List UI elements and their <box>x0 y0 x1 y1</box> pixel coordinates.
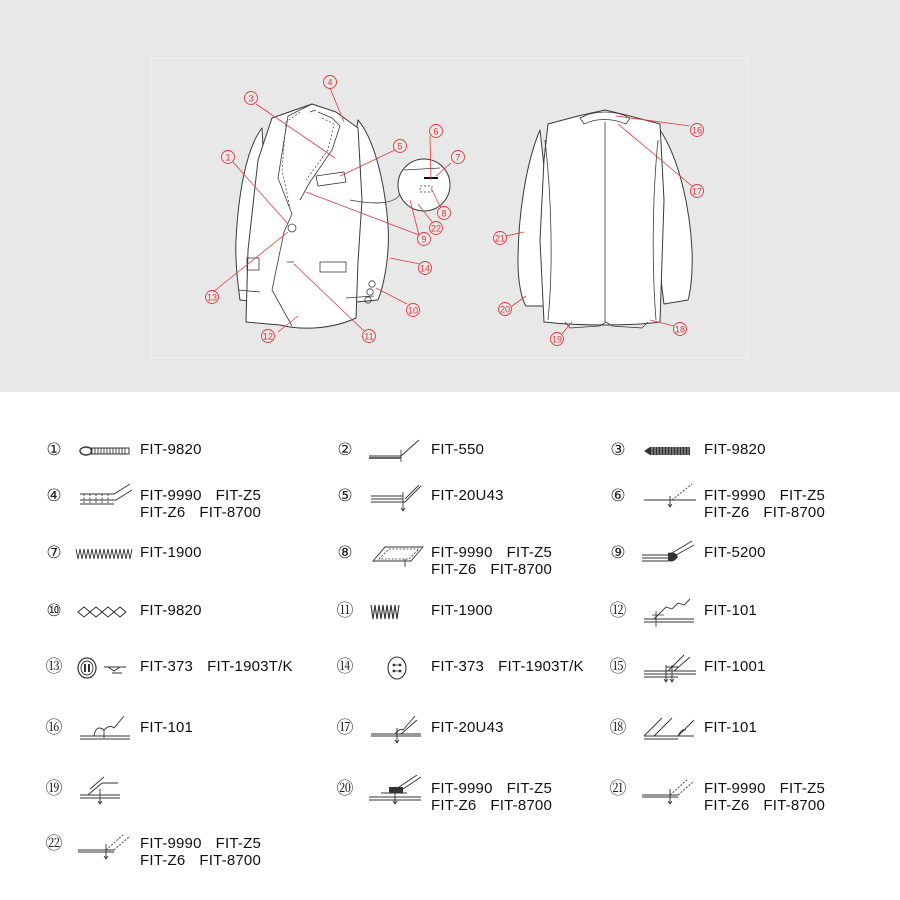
layered-seam-icon <box>365 714 429 744</box>
model-code: FIT-9990 <box>431 780 493 797</box>
model-line <box>140 658 293 675</box>
callout-13 <box>206 291 219 304</box>
jacket-front <box>236 104 389 328</box>
model-line <box>704 544 766 561</box>
legend-entry <box>44 834 324 874</box>
machine-models <box>704 441 766 458</box>
model-code: FIT-373 <box>140 658 194 675</box>
model-code: FIT-8700 <box>763 504 826 521</box>
model-code: FIT-9820 <box>140 441 202 458</box>
legend-entry <box>44 657 324 697</box>
legend-number: ㉑ <box>609 779 627 799</box>
legend-number: ⑮ <box>609 657 627 677</box>
model-code: FIT-Z6 <box>431 797 477 814</box>
model-line <box>140 602 202 619</box>
machine-models <box>431 441 484 458</box>
model-code: FIT-Z6 <box>704 797 750 814</box>
jacket-diagram-panel <box>0 0 900 392</box>
machine-models <box>140 719 193 736</box>
jacket-back <box>518 110 692 328</box>
legend-number: ⑪ <box>336 601 354 621</box>
callout-number: 7 <box>455 152 461 163</box>
legend-entry <box>44 440 324 480</box>
model-line <box>140 441 202 458</box>
model-code: FIT-373 <box>431 658 485 675</box>
legend-number: ⑤ <box>337 486 353 506</box>
model-line <box>431 441 484 458</box>
machine-models <box>431 544 552 578</box>
hem-seam-icon <box>638 714 702 744</box>
model-line <box>704 658 766 675</box>
model-code: FIT-9990 <box>140 487 202 504</box>
model-line <box>704 602 757 619</box>
callout-number: 13 <box>206 292 218 303</box>
callout-17 <box>691 185 704 198</box>
legend-number: ⑰ <box>336 718 354 738</box>
model-line <box>704 504 825 521</box>
callout-number: 19 <box>551 334 563 345</box>
dotted-seam-icon <box>638 482 702 512</box>
model-code: FIT-Z5 <box>506 544 553 561</box>
legend-number: ⑩ <box>46 601 62 621</box>
jacket-diagram <box>0 0 900 392</box>
legend-number: ③ <box>610 440 626 460</box>
callout-number: 12 <box>262 331 274 342</box>
callout-number: 6 <box>433 126 439 137</box>
legend-number: ④ <box>46 486 62 506</box>
callout-14 <box>419 262 432 275</box>
callout-number: 1 <box>225 152 231 163</box>
model-code: FIT-101 <box>704 719 758 736</box>
legend-number: ② <box>337 440 353 460</box>
model-line <box>140 835 261 852</box>
machine-models <box>704 544 766 561</box>
model-line <box>431 797 552 814</box>
model-line <box>704 797 825 814</box>
folded-hem-icon <box>74 775 138 805</box>
binding-seam-icon <box>638 539 702 569</box>
callout-5 <box>394 140 407 153</box>
model-line <box>140 487 261 504</box>
curved-seam-icon <box>74 714 138 744</box>
legend-number: ⑯ <box>45 718 63 738</box>
model-code: FIT-1900 <box>431 602 493 619</box>
pocket-stitch-icon <box>365 539 429 569</box>
machine-models <box>431 487 504 504</box>
callout-16 <box>691 124 704 137</box>
model-line <box>704 780 825 797</box>
callout-7 <box>452 151 465 164</box>
callout-3 <box>245 92 258 105</box>
pick-stitch-seam-icon <box>74 482 138 512</box>
callout-11 <box>363 330 376 343</box>
model-code: FIT-Z6 <box>140 852 186 869</box>
machine-models <box>431 780 552 814</box>
legend-number: ⑳ <box>336 779 354 799</box>
legend-entry <box>608 440 888 480</box>
model-line <box>704 719 757 736</box>
model-code: FIT-Z5 <box>215 835 262 852</box>
callout-1 <box>222 151 235 164</box>
model-code: FIT-1900 <box>140 544 202 561</box>
model-line <box>704 441 766 458</box>
legend-entry <box>335 779 615 819</box>
model-code: FIT-Z5 <box>779 487 826 504</box>
model-code: FIT-8700 <box>199 504 262 521</box>
model-code: FIT-5200 <box>704 544 766 561</box>
callout-number: 3 <box>248 93 254 104</box>
callout-21 <box>494 232 507 245</box>
callout-8 <box>438 207 451 220</box>
callout-number: 20 <box>499 304 511 315</box>
legend-entry <box>335 601 615 641</box>
model-line <box>431 780 552 797</box>
legend-entry <box>608 657 888 697</box>
callout-18 <box>674 323 687 336</box>
legend-number: ⑥ <box>610 486 626 506</box>
callout-6 <box>430 125 443 138</box>
legend-entry <box>335 440 615 480</box>
single-needle-seam-icon <box>365 436 429 466</box>
callout-number: 14 <box>419 263 431 274</box>
cross-stitch-chain-icon <box>74 597 138 627</box>
machine-models <box>140 487 261 521</box>
model-code: FIT-101 <box>140 719 194 736</box>
model-line <box>140 719 193 736</box>
model-code: FIT-20U43 <box>431 487 504 504</box>
machine-models <box>140 835 261 869</box>
blind-stitch-icon <box>365 775 429 805</box>
machine-models <box>704 487 825 521</box>
model-line <box>140 544 202 561</box>
legend-number: ⑧ <box>337 543 353 563</box>
model-code: FIT-Z5 <box>506 780 553 797</box>
legend-entry <box>608 718 888 758</box>
model-code: FIT-1903T/K <box>207 658 293 675</box>
callout-22 <box>430 222 443 235</box>
legend-entry <box>44 779 324 819</box>
model-line <box>431 561 552 578</box>
callout-4 <box>324 76 337 89</box>
machine-models <box>704 602 757 619</box>
model-code: FIT-9820 <box>704 441 766 458</box>
overlock-seam-icon <box>638 597 702 627</box>
callout-number: 18 <box>674 324 686 335</box>
legend-entry <box>335 543 615 583</box>
callout-20 <box>499 303 512 316</box>
legend-number: ⑫ <box>609 601 627 621</box>
callout-number: 11 <box>364 331 374 342</box>
edge-seam-icon <box>74 830 138 860</box>
model-line <box>704 487 825 504</box>
zigzag-bartack-icon <box>74 539 138 569</box>
callout-10 <box>407 304 420 317</box>
machine-models <box>704 780 825 814</box>
legend-entry <box>335 657 615 697</box>
legend-entry <box>608 486 888 526</box>
legend-entry <box>335 486 615 526</box>
legend-number: ⑨ <box>610 543 626 563</box>
four-hole-button-icon <box>365 653 429 683</box>
model-code: FIT-8700 <box>490 561 553 578</box>
machine-models <box>431 658 584 675</box>
edge-seam-icon <box>638 775 702 805</box>
legend-entry <box>44 601 324 641</box>
callout-number: 10 <box>407 305 419 316</box>
machine-models <box>704 658 766 675</box>
model-code: FIT-1903T/K <box>498 658 584 675</box>
model-code: FIT-20U43 <box>431 719 504 736</box>
model-line <box>431 719 504 736</box>
model-line <box>140 852 261 869</box>
callout-number: 22 <box>430 223 442 234</box>
callout-number: 4 <box>327 77 333 88</box>
model-line <box>431 544 552 561</box>
model-code: FIT-Z5 <box>215 487 262 504</box>
model-code: FIT-550 <box>431 441 485 458</box>
multi-layer-seam-icon <box>365 482 429 512</box>
callout-number: 8 <box>441 208 447 219</box>
model-code: FIT-9990 <box>431 544 493 561</box>
model-code: FIT-9990 <box>704 487 766 504</box>
model-code: FIT-8700 <box>763 797 826 814</box>
legend-number: ㉒ <box>45 834 63 854</box>
keyhole-buttonhole-stitch-icon <box>74 436 138 466</box>
callout-9 <box>418 233 431 246</box>
callout-number: 21 <box>494 233 506 244</box>
straight-buttonhole-stitch-icon <box>638 436 702 466</box>
model-code: FIT-9820 <box>140 602 202 619</box>
machine-models <box>140 658 293 675</box>
callout-12 <box>262 330 275 343</box>
callout-number: 5 <box>397 141 403 152</box>
model-code: FIT-Z6 <box>431 561 477 578</box>
model-code: FIT-9990 <box>704 780 766 797</box>
legend-entry <box>608 543 888 583</box>
model-code: FIT-Z5 <box>779 780 826 797</box>
machine-models <box>140 544 202 561</box>
legend-number: ⑬ <box>45 657 63 677</box>
callout-number: 16 <box>691 125 703 136</box>
model-line <box>431 602 493 619</box>
legend-entry <box>335 718 615 758</box>
model-line <box>431 658 584 675</box>
model-code: FIT-Z6 <box>704 504 750 521</box>
bartack-icon <box>365 597 429 627</box>
machine-models <box>704 719 757 736</box>
legend-number: ① <box>46 440 62 460</box>
callout-19 <box>551 333 564 346</box>
model-code: FIT-9990 <box>140 835 202 852</box>
model-code: FIT-Z6 <box>140 504 186 521</box>
machine-models <box>431 719 504 736</box>
model-code: FIT-1001 <box>704 658 766 675</box>
legend-entry <box>44 486 324 526</box>
double-needle-seam-icon <box>638 653 702 683</box>
model-line <box>140 504 261 521</box>
model-code: FIT-101 <box>704 602 758 619</box>
legend-number: ⑭ <box>336 657 354 677</box>
legend-entry <box>608 601 888 641</box>
legend-entry <box>44 718 324 758</box>
machine-models <box>140 441 202 458</box>
callout-number: 9 <box>421 234 427 245</box>
legend-number: ⑱ <box>609 718 627 738</box>
callout-number: 17 <box>691 186 703 197</box>
legend-entry <box>608 779 888 819</box>
legend-number: ⑦ <box>46 543 62 563</box>
button-sewing-icon <box>74 653 138 683</box>
legend-number: ⑲ <box>45 779 63 799</box>
model-code: FIT-8700 <box>490 797 553 814</box>
legend-entry <box>44 543 324 583</box>
model-code: FIT-8700 <box>199 852 262 869</box>
machine-models <box>140 602 202 619</box>
machine-models <box>431 602 493 619</box>
model-line <box>431 487 504 504</box>
